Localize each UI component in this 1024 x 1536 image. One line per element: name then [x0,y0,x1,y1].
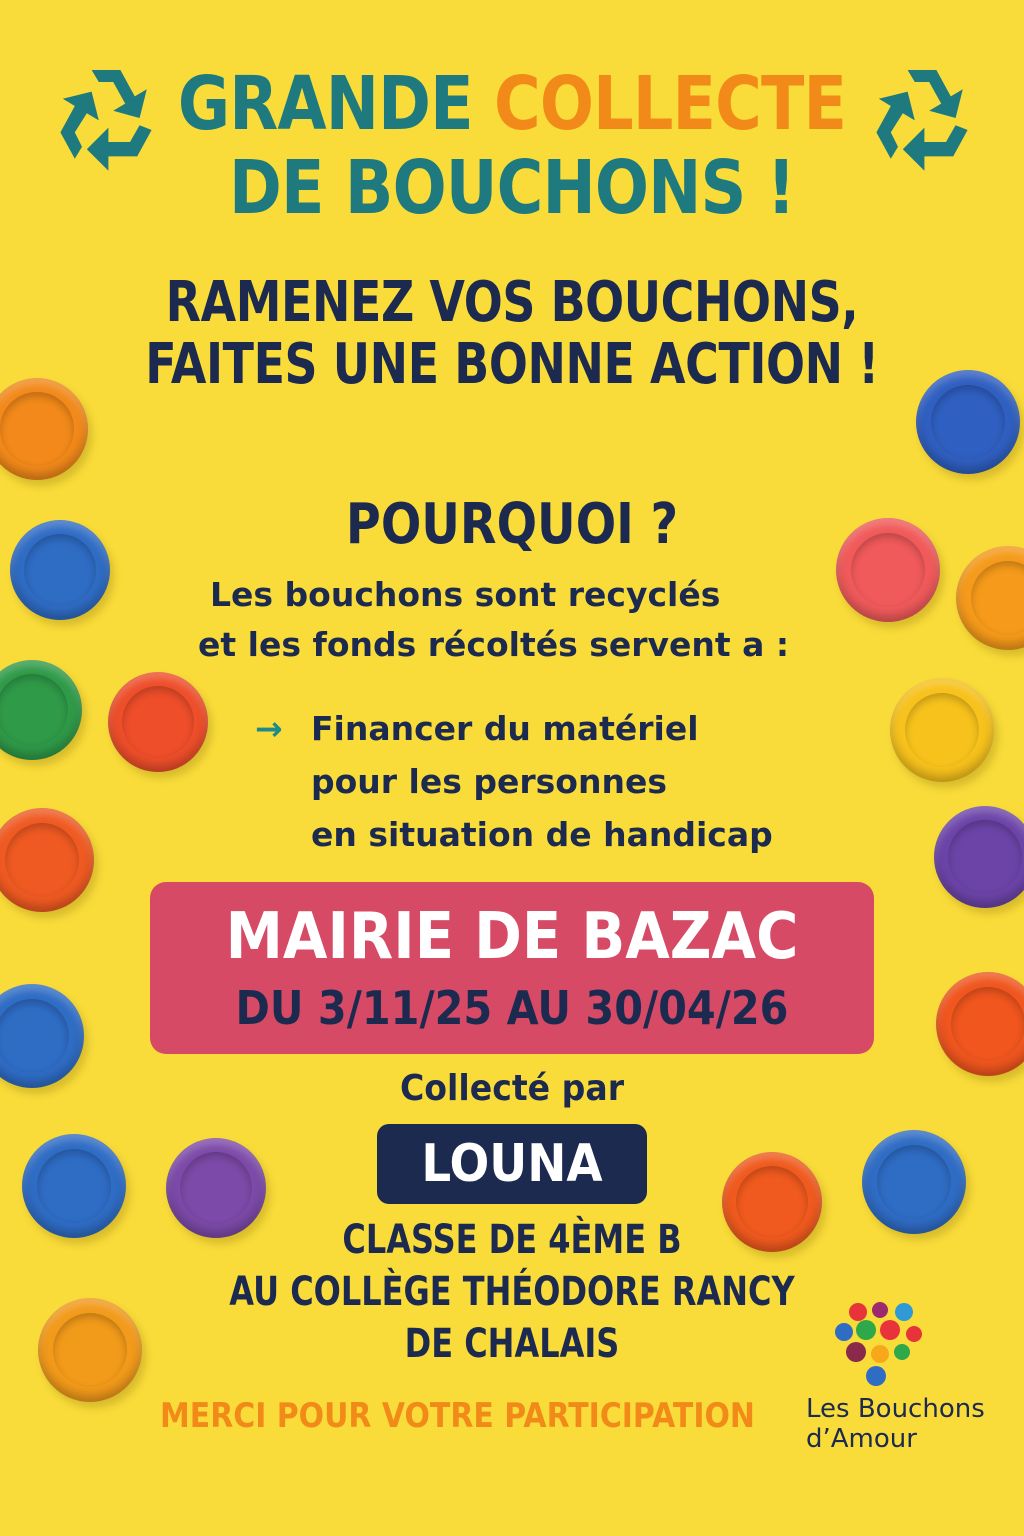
why-heading: POURQUOI ? [345,492,679,557]
bullet-line2: pour les personnes [311,762,667,801]
collector-name-badge [377,1124,647,1204]
logo-text [806,1394,985,1454]
bottle-cap-icon [0,378,88,480]
title-word-collecte: COLLECTE [494,61,847,147]
logo-line2: d’Amour [806,1424,917,1454]
bullet-line1: Financer du matériel [311,709,699,748]
subtitle [92,272,932,396]
school-line1: CLASSE DE 4ÈME B [342,1217,682,1263]
subtitle-line2: FAITES UNE BONNE ACTION ! [145,332,879,397]
bottle-cap-icon [956,546,1024,650]
location-banner [150,882,874,1054]
why-line1: Les bouchons sont recyclés [210,575,721,614]
bottle-cap-icon [936,972,1024,1076]
collected-by-label: Collecté par [399,1068,625,1109]
collection-dates: DU 3/11/25 AU 30/04/26 [235,981,789,1035]
why-description [150,570,890,670]
bouchons-damour-logo [806,1300,1006,1454]
poster-title [72,62,953,230]
bottle-cap-icon [934,806,1024,908]
title-line2: DE BOUCHONS ! [229,145,795,231]
logo-dots-icon [828,1300,928,1390]
logo-line1: Les Bouchons [806,1394,985,1424]
subtitle-line1: RAMENEZ VOS BOUCHONS, [165,270,859,335]
thanks-message: MERCI POUR VOTRE PARTICIPATION [160,1396,755,1436]
why-bullet [255,702,773,861]
school-line3: DE CHALAIS [404,1321,620,1367]
arrow-icon: → [255,709,283,748]
bullet-line3: en situation de handicap [311,815,773,854]
bottle-cap-icon [0,660,82,760]
school-info [102,1214,921,1370]
location-name: MAIRIE DE BAZAC [225,900,799,974]
bottle-cap-icon [0,808,94,912]
collector-name: LOUNA [421,1134,603,1194]
school-line2: AU COLLÈGE THÉODORE RANCY [229,1269,795,1315]
bottle-cap-icon [108,672,208,772]
title-word-grande: GRANDE [177,61,473,147]
why-line2: et les fonds récoltés servent a : [198,625,790,664]
bottle-cap-icon [890,678,994,782]
